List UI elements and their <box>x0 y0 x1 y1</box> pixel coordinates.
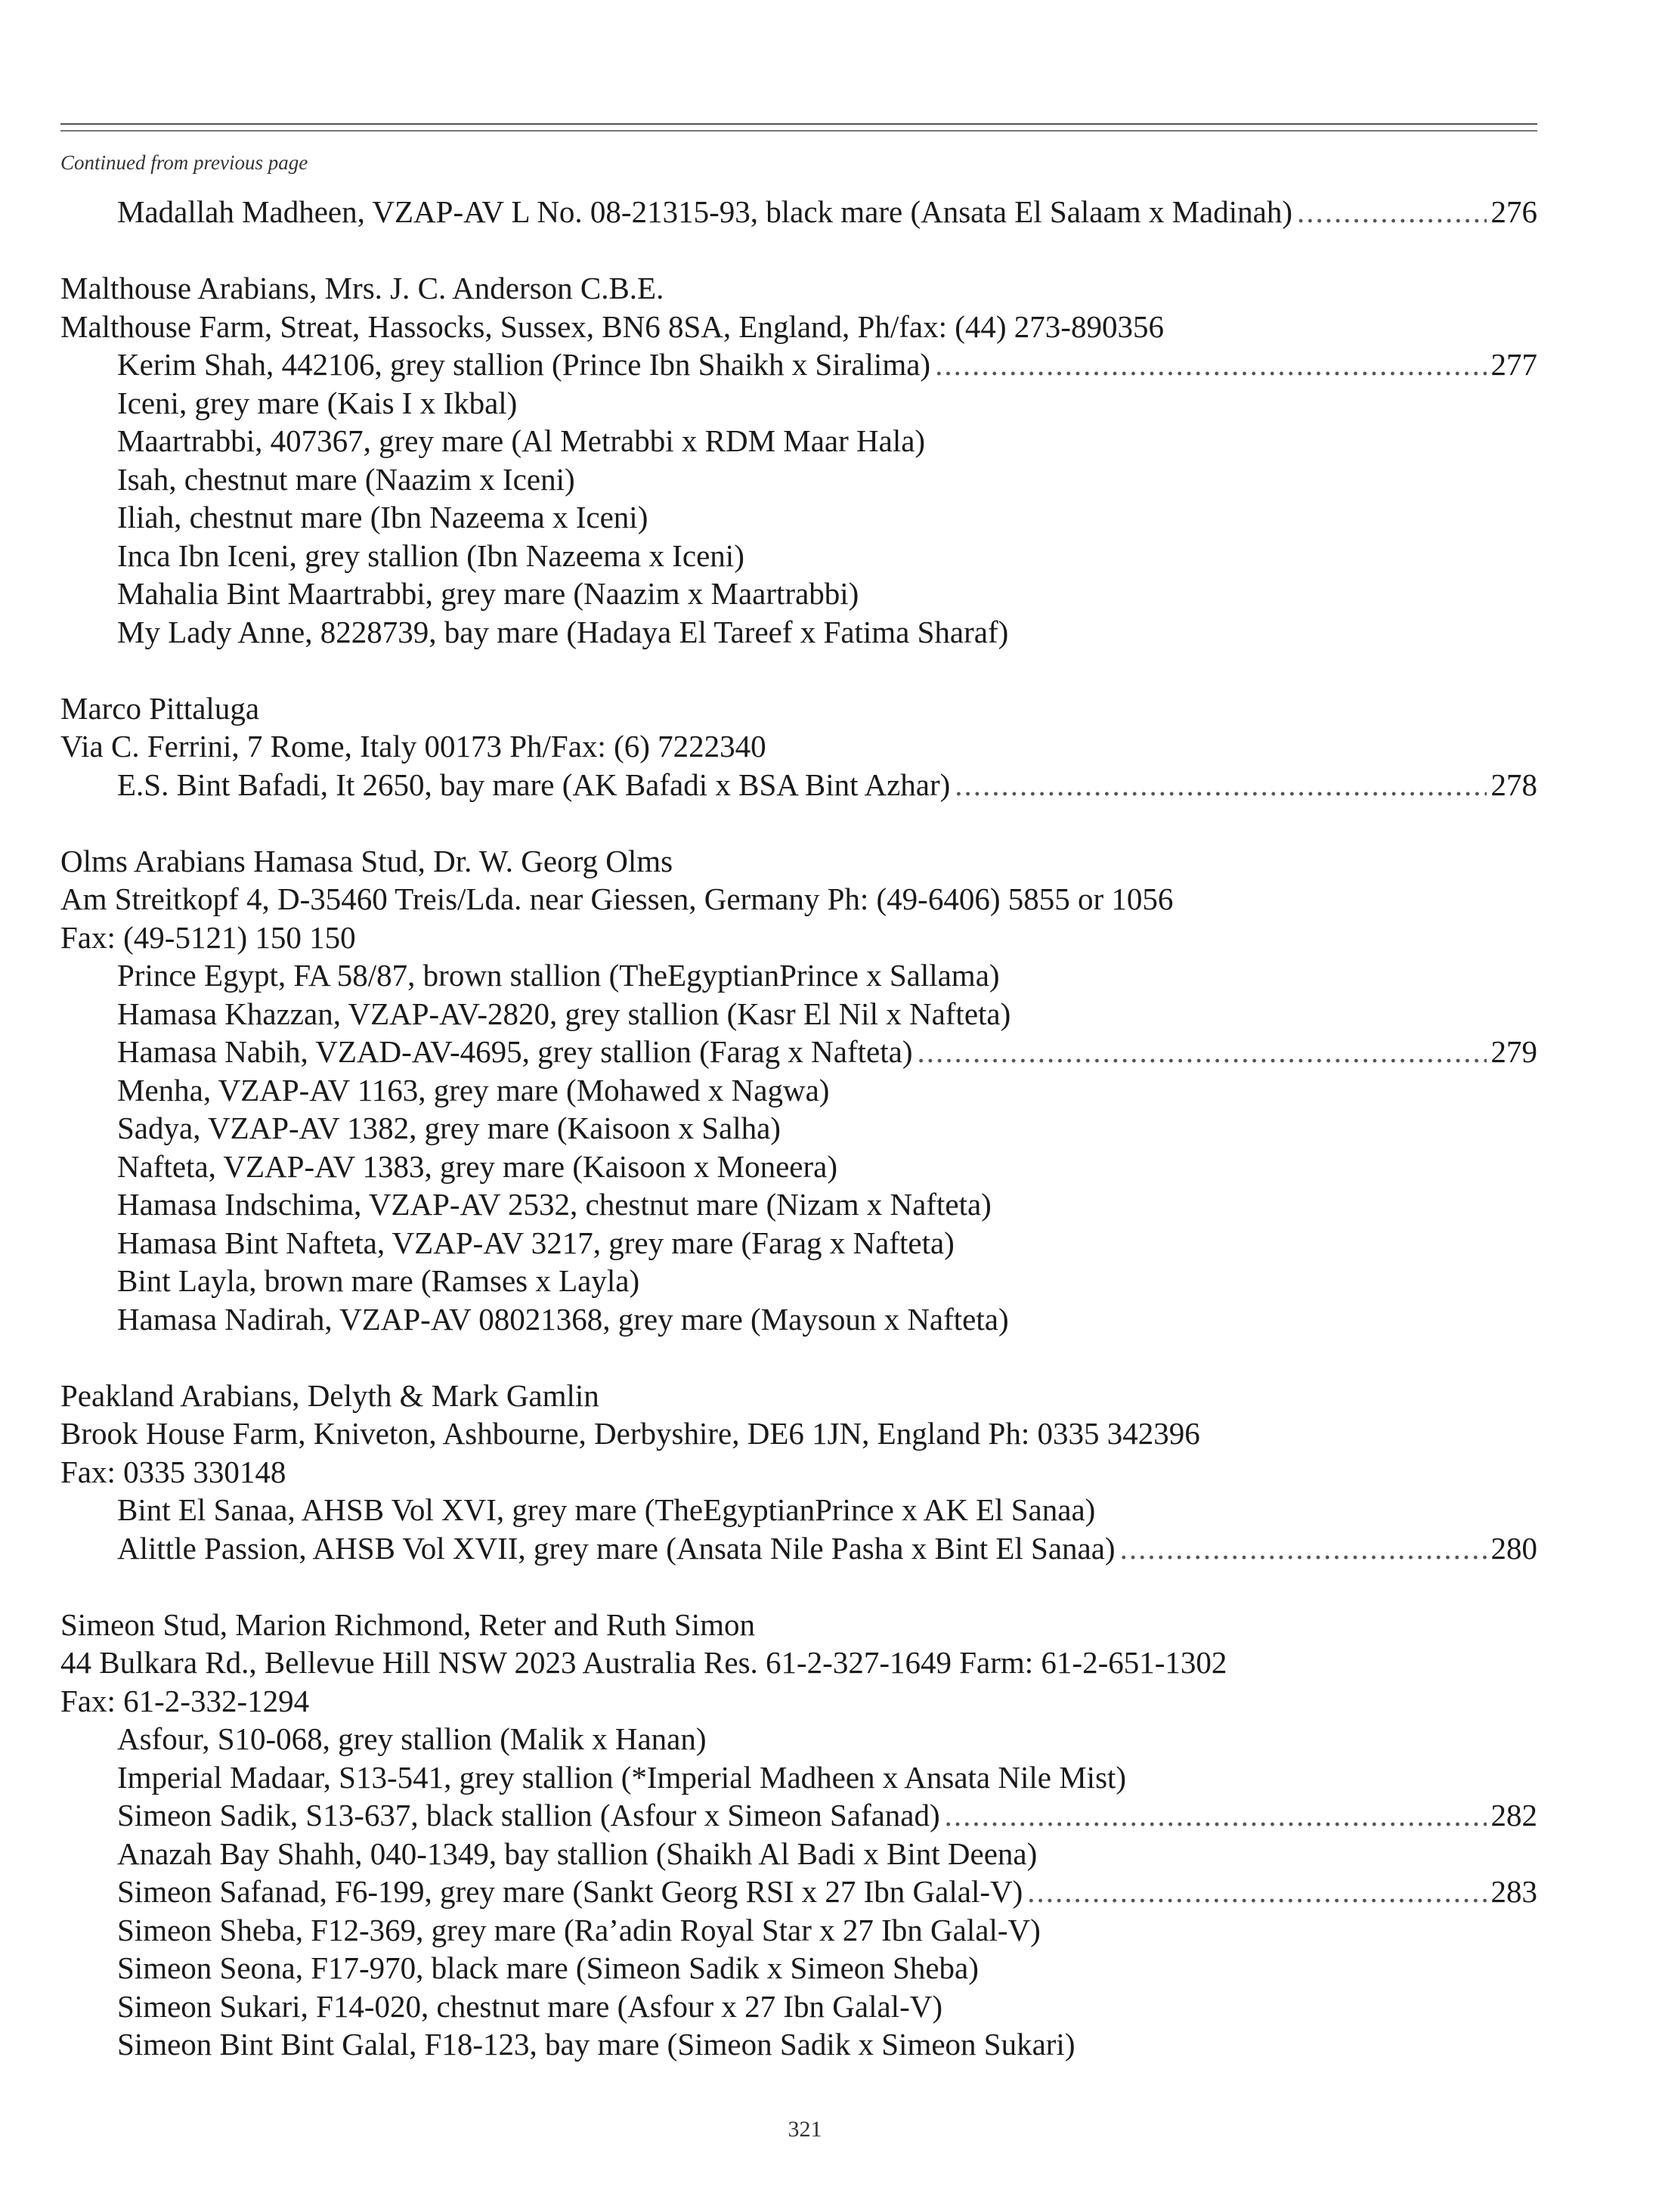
owner-group <box>60 842 1537 1339</box>
horse-entry <box>60 1720 1537 1758</box>
horse-description: Mahalia Bint Maartrabbi, grey mare (Naazim x Maartrabbi) <box>117 576 859 611</box>
horse-entry <box>60 1185 1537 1224</box>
owner-name: Marco Pittaluga <box>60 690 260 726</box>
horse-entry <box>60 613 1537 652</box>
photo-page-reference: 280 <box>1490 1530 1537 1566</box>
dot-leader <box>1120 1529 1487 1568</box>
owner-address-line: Am Streitkopf 4, D-35460 Treis/Lda. near Giessen, Germany Ph: (49-6406) 5855 or 1056 <box>60 881 1174 916</box>
group-spacer <box>60 651 1537 689</box>
horse-description: Bint Layla, brown mare (Ramses x Layla) <box>117 1263 640 1298</box>
horse-description: Iliah, chestnut mare (Ibn Nazeema x Iceni) <box>117 500 648 534</box>
horse-description: Nafteta, VZAP-AV 1383, grey mare (Kaisoon x Moneera) <box>117 1148 838 1184</box>
horse-entry <box>60 1987 1537 2026</box>
owner-group <box>60 193 1537 231</box>
horse-description: Hamasa Nabih, VZAD-AV-4695, grey stallion (Farag x Nafteta) <box>117 1034 913 1069</box>
horse-entry <box>60 1911 1537 1950</box>
owner-address-line: 44 Bulkara Rd., Bellevue Hill NSW 2023 Australia Res. 61-2-327-1649 Farm: 61-2-651-1302 <box>60 1645 1227 1680</box>
group-spacer <box>60 231 1537 270</box>
page-number: 321 <box>788 2117 822 2142</box>
horse-description: Simeon Bint Bint Galal, F18-123, bay mare (Simeon Sadik x Simeon Sukari) <box>117 2027 1076 2062</box>
owner-address-line: Fax: 61-2-332-1294 <box>60 1683 310 1718</box>
horse-description: Simeon Sheba, F12-369, grey mare (Ra’adin Royal Star x 27 Ibn Galal-V) <box>117 1912 1041 1947</box>
horse-description: Iceni, grey mare (Kais I x Ikbal) <box>117 385 518 420</box>
owner-name: Simeon Stud, Marion Richmond, Reter and Ruth Simon <box>60 1606 756 1642</box>
owner-name: Olms Arabians Hamasa Stud, Dr. W. Georg Olms <box>60 843 673 878</box>
horse-entry <box>60 1491 1537 1529</box>
horse-description: Simeon Seona, F17-970, black mare (Simeon Sadik x Simeon Sheba) <box>117 1950 979 1985</box>
horse-entry <box>60 345 1537 384</box>
horse-description: Bint El Sanaa, AHSB Vol XVI, grey mare (TheEgyptianPrince x AK El Sanaa) <box>117 1492 1096 1527</box>
owner-address-line: Via C. Ferrini, 7 Rome, Italy 00173 Ph/Fax: (6) 7222340 <box>60 729 766 764</box>
horse-entry <box>60 1300 1537 1339</box>
directory-listing <box>60 193 1537 2064</box>
horse-entry <box>60 575 1537 613</box>
horse-description: Maartrabbi, 407367, grey mare (Al Metrabbi x RDM Maar Hala) <box>117 423 926 458</box>
photo-page-reference: 279 <box>1490 1034 1537 1069</box>
horse-entry <box>60 193 1537 231</box>
header-rule-top <box>60 123 1537 125</box>
horse-entry <box>60 1835 1537 1873</box>
horse-description: Simeon Safanad, F6-199, grey mare (Sankt Georg RSI x 27 Ibn Galal-V) <box>117 1874 1023 1909</box>
dot-leader <box>1297 193 1487 231</box>
horse-description: Prince Egypt, FA 58/87, brown stallion (TheEgyptianPrince x Sallama) <box>117 958 1000 993</box>
continued-note: Continued from previous page <box>60 151 308 174</box>
horse-entry <box>60 1758 1537 1797</box>
horse-entry <box>60 1148 1537 1186</box>
horse-description: Imperial Madaar, S13-541, grey stallion (*Imperial Madheen x Ansata Nile Mist) <box>117 1759 1127 1795</box>
horse-entry <box>60 1262 1537 1300</box>
horse-entry <box>60 766 1537 804</box>
horse-entry <box>60 1109 1537 1148</box>
photo-page-reference: 283 <box>1490 1874 1537 1909</box>
dot-leader <box>955 766 1486 804</box>
dot-leader <box>935 345 1486 384</box>
horse-entry <box>60 1873 1537 1911</box>
horse-description: E.S. Bint Bafadi, It 2650, bay mare (AK Bafadi x BSA Bint Azhar) <box>117 767 951 802</box>
owner-address-line: Brook House Farm, Kniveton, Ashbourne, Derbyshire, DE6 1JN, England Ph: 0335 342396 <box>60 1416 1200 1451</box>
horse-description: Hamasa Nadirah, VZAP-AV 08021368, grey mare (Maysoun x Nafteta) <box>117 1301 1009 1337</box>
horse-description: Menha, VZAP-AV 1163, grey mare (Mohawed x Nagwa) <box>117 1072 830 1108</box>
horse-entry <box>60 1529 1537 1568</box>
owner-group <box>60 269 1537 651</box>
group-spacer <box>60 804 1537 842</box>
horse-description: Kerim Shah, 442106, grey stallion (Prince Ibn Shaikh x Siralima) <box>117 347 931 382</box>
horse-description: My Lady Anne, 8228739, bay mare (Hadaya El Tareef x Fatima Sharaf) <box>117 614 1009 649</box>
horse-description: Hamasa Bint Nafteta, VZAP-AV 3217, grey mare (Farag x Nafteta) <box>117 1225 955 1260</box>
group-spacer <box>60 1567 1537 1606</box>
photo-page-reference: 276 <box>1490 194 1537 229</box>
horse-entry <box>60 1796 1537 1835</box>
horse-description: Asfour, S10-068, grey stallion (Malik x Hanan) <box>117 1721 707 1756</box>
horse-entry <box>60 460 1537 499</box>
horse-entry <box>60 384 1537 423</box>
horse-description: Sadya, VZAP-AV 1382, grey mare (Kaisoon x Salha) <box>117 1111 781 1145</box>
horse-description: Hamasa Indschima, VZAP-AV 2532, chestnut mare (Nizam x Nafteta) <box>117 1187 992 1222</box>
header-rule-bottom <box>60 130 1537 132</box>
horse-entry <box>60 956 1537 995</box>
horse-entry <box>60 422 1537 460</box>
horse-description: Inca Ibn Iceni, grey stallion (Ibn Nazeema x Iceni) <box>117 538 744 573</box>
owner-address-line: Fax: (49-5121) 150 150 <box>60 919 356 955</box>
dot-leader <box>917 1033 1486 1071</box>
group-spacer <box>60 1338 1537 1377</box>
horse-entry <box>60 1071 1537 1110</box>
owner-group <box>60 1606 1537 2064</box>
horse-entry <box>60 537 1537 575</box>
photo-page-reference: 282 <box>1490 1798 1537 1832</box>
horse-entry <box>60 1033 1537 1071</box>
photo-page-reference: 277 <box>1490 347 1537 382</box>
horse-description: Simeon Sukari, F14-020, chestnut mare (Asfour x 27 Ibn Galal-V) <box>117 1988 942 2024</box>
horse-entry <box>60 995 1537 1033</box>
owner-group <box>60 1377 1537 1568</box>
owner-name: Peakland Arabians, Delyth & Mark Gamlin <box>60 1377 599 1413</box>
dot-leader <box>1027 1873 1486 1911</box>
owner-group <box>60 689 1537 804</box>
horse-entry <box>60 1224 1537 1262</box>
horse-description: Isah, chestnut mare (Naazim x Iceni) <box>117 461 575 497</box>
horse-entry <box>60 1949 1537 1987</box>
owner-address-line: Fax: 0335 330148 <box>60 1454 286 1489</box>
horse-description: Simeon Sadik, S13-637, black stallion (Asfour x Simeon Safanad) <box>117 1798 940 1832</box>
horse-description: Hamasa Khazzan, VZAP-AV-2820, grey stallion (Kasr El Nil x Nafteta) <box>117 996 1011 1031</box>
owner-name: Malthouse Arabians, Mrs. J. C. Anderson C.B.E. <box>60 271 664 305</box>
photo-page-reference: 278 <box>1490 767 1537 802</box>
horse-entry <box>60 498 1537 537</box>
owner-address-line: Malthouse Farm, Streat, Hassocks, Sussex, BN6 8SA, England, Ph/fax: (44) 273-890356 <box>60 308 1164 344</box>
dot-leader <box>945 1796 1487 1835</box>
horse-entry <box>60 2025 1537 2064</box>
horse-description: Anazah Bay Shahh, 040-1349, bay stallion (Shaikh Al Badi x Bint Deena) <box>117 1836 1038 1871</box>
horse-description: Alittle Passion, AHSB Vol XVII, grey mare (Ansata Nile Pasha x Bint El Sanaa) <box>117 1530 1116 1566</box>
horse-description: Madallah Madheen, VZAP-AV L No. 08-21315-93, black mare (Ansata El Salaam x Madinah) <box>117 194 1292 229</box>
